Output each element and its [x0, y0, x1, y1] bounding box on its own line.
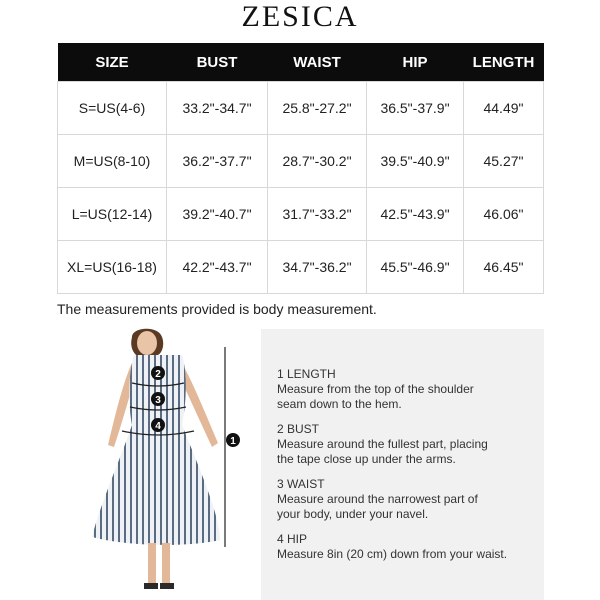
instruction-line: Measure 8in (20 cm) down from your waist. [277, 547, 508, 561]
face-shape [137, 331, 157, 355]
instruction-title: 4 HIP [277, 532, 308, 546]
instruction-line: your body, under your navel. [277, 507, 429, 521]
left-leg [148, 543, 156, 585]
measurement-note: The measurements provided is body measurement. [57, 301, 377, 317]
cell-size: XL=US(16-18) [58, 241, 167, 294]
cell-waist: 28.7"-30.2" [268, 135, 367, 188]
header-waist: WAIST [268, 43, 367, 82]
table-row [58, 135, 544, 188]
svg-text:3: 3 [155, 395, 161, 406]
cell-waist: 31.7"-33.2" [268, 188, 367, 241]
table-header-row [58, 43, 544, 82]
table-row [58, 82, 544, 135]
cell-bust: 39.2"-40.7" [167, 188, 268, 241]
right-leg [162, 543, 170, 585]
cell-length: 45.27" [464, 135, 544, 188]
instruction-line: Measure from the top of the shoulder [277, 382, 474, 396]
left-shoe [144, 583, 158, 589]
header-hip: HIP [367, 43, 464, 82]
svg-text:4: 4 [155, 421, 161, 432]
cell-size: S=US(4-6) [58, 82, 167, 135]
dress-bodice [129, 355, 186, 425]
instruction-waist [277, 477, 537, 522]
cell-length: 44.49" [464, 82, 544, 135]
marker-1 [226, 433, 240, 447]
marker-4 [151, 418, 165, 432]
svg-text:1: 1 [230, 436, 236, 447]
cell-bust: 42.2"-43.7" [167, 241, 268, 294]
brand-logo: ZESICA [241, 0, 359, 33]
cell-size: L=US(12-14) [58, 188, 167, 241]
instruction-line: the tape close up under the arms. [277, 452, 456, 466]
cell-length: 46.06" [464, 188, 544, 241]
marker-2 [151, 366, 165, 380]
instruction-hip [277, 532, 537, 562]
cell-length: 46.45" [464, 241, 544, 294]
svg-text:2: 2 [155, 369, 161, 380]
instruction-length [277, 367, 537, 412]
instruction-title: 3 WAIST [277, 477, 325, 491]
dress-figure [70, 325, 255, 600]
cell-bust: 33.2"-34.7" [167, 82, 268, 135]
instruction-title: 1 LENGTH [277, 367, 336, 381]
cell-waist: 34.7"-36.2" [268, 241, 367, 294]
cell-bust: 36.2"-37.7" [167, 135, 268, 188]
cell-waist: 25.8"-27.2" [268, 82, 367, 135]
instruction-line: Measure around the narrowest part of [277, 492, 478, 506]
instruction-bust [277, 422, 537, 467]
table-row [58, 241, 544, 294]
marker-3 [151, 392, 165, 406]
instruction-panel [261, 329, 544, 600]
cell-size: M=US(8-10) [58, 135, 167, 188]
header-length: LENGTH [464, 43, 544, 82]
instruction-line: seam down to the hem. [277, 397, 402, 411]
header-bust: BUST [167, 43, 268, 82]
right-shoe [160, 583, 174, 589]
cell-hip: 36.5"-37.9" [367, 82, 464, 135]
instruction-title: 2 BUST [277, 422, 320, 436]
cell-hip: 39.5"-40.9" [367, 135, 464, 188]
cell-hip: 45.5"-46.9" [367, 241, 464, 294]
size-chart-table [57, 43, 544, 294]
cell-hip: 42.5"-43.9" [367, 188, 464, 241]
table-row [58, 188, 544, 241]
instruction-line: Measure around the fullest part, placing [277, 437, 488, 451]
header-size: SIZE [58, 43, 167, 82]
